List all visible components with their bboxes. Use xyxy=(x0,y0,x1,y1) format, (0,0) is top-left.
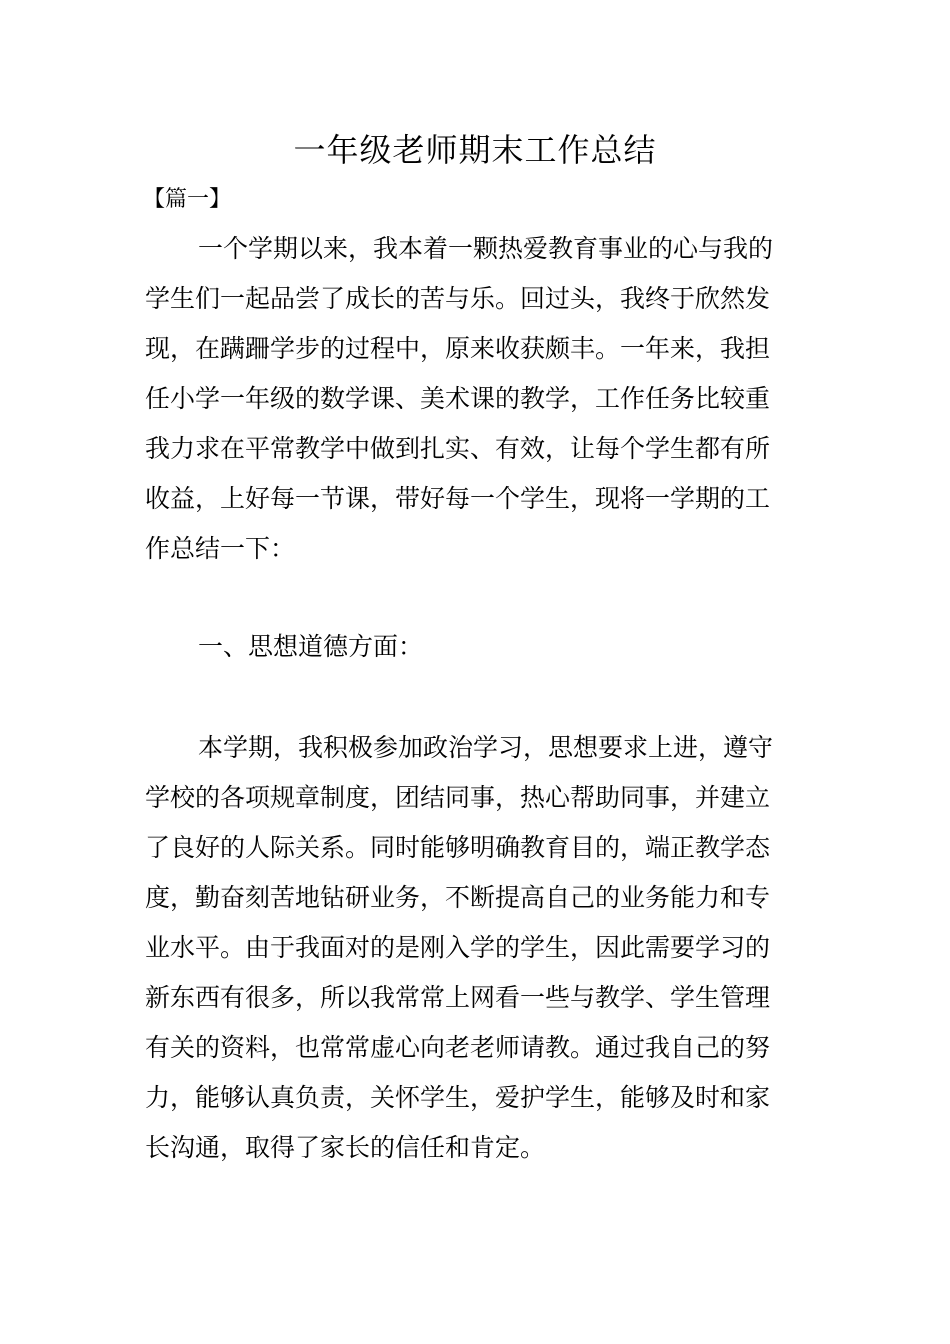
paragraph2-line: 度，勤奋刻苦地钻研业务，不断提高自己的业务能力和专 xyxy=(145,883,771,912)
paragraph1-line: 收益，上好每一节课，带好每一个学生，现将一学期的工 xyxy=(145,484,771,513)
paragraph1-line: 我力求在平常教学中做到扎实、有效，让每个学生都有所 xyxy=(145,434,771,463)
paragraph2-line: 本学期，我积极参加政治学习，思想要求上进，遵守 xyxy=(198,733,774,762)
paragraph2-line: 了良好的人际关系。同时能够明确教育目的，端正教学态 xyxy=(145,833,771,862)
paragraph1-line: 作总结一下： xyxy=(145,534,296,563)
paragraph2-line: 长沟通，取得了家长的信任和肯定。 xyxy=(145,1133,546,1162)
paragraph2-line: 力，能够认真负责，关怀学生，爱护学生，能够及时和家 xyxy=(145,1083,771,1112)
paragraph1-line: 学生们一起品尝了成长的苦与乐。回过头，我终于欣然发 xyxy=(145,284,771,313)
paragraph2-line: 学校的各项规章制度，团结同事，热心帮助同事，并建立 xyxy=(145,783,771,812)
document-title: 一年级老师期末工作总结 xyxy=(293,131,657,169)
paragraph1-line: 一个学期以来，我本着一颗热爱教育事业的心与我的 xyxy=(198,234,774,263)
paragraph1-line: 任小学一年级的数学课、美术课的教学，工作任务比较重 xyxy=(145,384,771,413)
section-marker: 【篇一】 xyxy=(143,187,232,212)
paragraph2-line: 有关的资料，也常常虚心向老老师请教。通过我自己的努 xyxy=(145,1033,771,1062)
section-heading: 一、思想道德方面： xyxy=(198,632,424,661)
paragraph2-line: 业水平。由于我面对的是刚入学的学生，因此需要学习的 xyxy=(145,933,771,962)
paragraph2-line: 新东西有很多，所以我常常上网看一些与教学、学生管理 xyxy=(145,983,771,1012)
paragraph1-line: 现，在蹒跚学步的过程中，原来收获颇丰。一年来，我担 xyxy=(145,334,771,363)
